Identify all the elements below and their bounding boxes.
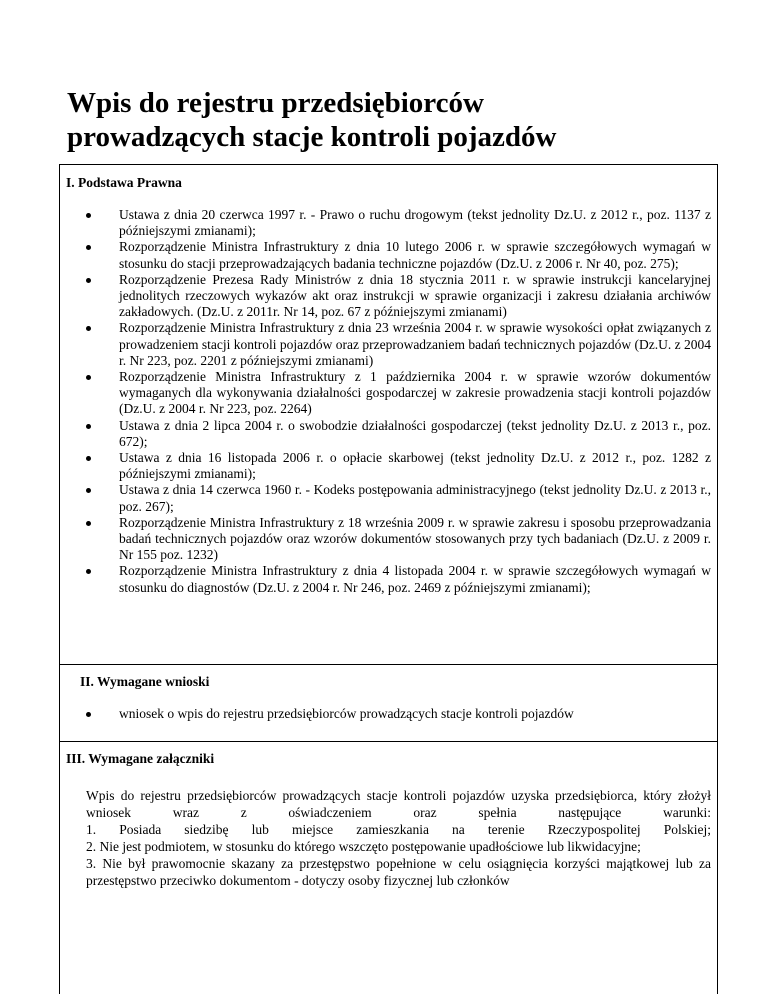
list-item-text: Ustawa z dnia 14 czerwca 1960 r. - Kodeks postępowania administracyjnego (tekst jednolity Dz.U. z 2013 r., poz. 267); <box>119 482 711 514</box>
bullet-icon <box>86 326 91 331</box>
bullet-icon <box>86 375 91 380</box>
list-item-text: Rozporządzenie Ministra Infrastruktury z 18 września 2009 r. w sprawie zakresu i sposobu przeprowadzania badań technicznych pojazdów oraz wzorów dokumentów stosowanych przy tych badaniach (Dz.U. z 2009 r. Nr 155 poz. 1232) <box>119 514 711 563</box>
section-required-attachments <box>60 741 717 1001</box>
bullet-icon <box>86 245 91 250</box>
bullet-icon <box>86 424 91 429</box>
condition-item: 3. Nie był prawomocnie skazany za przestępstwo popełnione w celu osiągnięcia korzyści majątkowej lub za przestępstwo przeciwko dokumentom - dotyczy osoby fizycznej lub członków <box>86 856 711 888</box>
bullet-icon <box>86 213 91 218</box>
section-heading-required-attachments: III. Wymagane załączniki <box>66 751 215 766</box>
required-applications-list <box>84 706 711 722</box>
bullet-icon <box>86 488 91 493</box>
attachments-body <box>86 787 711 889</box>
page-title-line-1: Wpis do rejestru przedsiębiorców <box>67 87 484 119</box>
list-item-text: Ustawa z dnia 2 lipca 2004 r. o swobodzie działalności gospodarczej (tekst jednolity Dz.U. z 2013 r., poz. 672); <box>119 417 711 449</box>
list-item <box>84 418 711 450</box>
list-item <box>84 706 711 722</box>
list-item <box>84 320 711 369</box>
list-item-text: Ustawa z dnia 20 czerwca 1997 r. - Prawo o ruchu drogowym (tekst jednolity Dz.U. z 2012 r., poz. 1137 z późniejszymi zmianami); <box>119 207 711 239</box>
document-table <box>59 164 718 994</box>
list-item-text: Rozporządzenie Ministra Infrastruktury z dnia 23 września 2004 r. w sprawie wysokości opłat związanych z prowadzeniem stacji kontroli pojazdów oraz przeprowadzaniem badań technicznych pojazdów (Dz.U. z 2004 r. Nr 223, poz. 2201 z późniejszymi zmianami) <box>119 320 711 368</box>
bullet-icon <box>86 712 91 717</box>
section-heading-required-applications: II. Wymagane wnioski <box>80 674 210 689</box>
section-heading-legal-basis: I. Podstawa Prawna <box>66 175 182 190</box>
bullet-icon <box>86 521 91 526</box>
bullet-icon <box>86 569 91 574</box>
section-legal-basis <box>60 165 717 665</box>
list-item <box>84 563 711 595</box>
condition-item: 2. Nie jest podmiotem, w stosunku do którego wszczęto postępowanie upadłościowe lub likwidacyjne; <box>86 839 641 854</box>
list-item-text: Rozporządzenie Prezesa Rady Ministrów z dnia 18 stycznia 2011 r. w sprawie instrukcji kancelaryjnej jednolitych rzeczowych wykazów akt oraz instrukcji w sprawie organizacji i zakresu działania archiwów zakładowych. (Dz.U. z 2011r. Nr 14, poz. 67 z późniejszymi zmianami) <box>119 271 711 320</box>
list-item-text: Rozporządzenie Ministra Infrastruktury z dnia 10 lutego 2006 r. w sprawie szczegółowych wymagań w stosunku do stacji przeprowadzających badania techniczne pojazdów (Dz.U. z 2006 r. Nr 40, poz. 275); <box>119 239 711 271</box>
list-item <box>84 482 711 514</box>
section-required-applications <box>60 664 717 742</box>
list-item <box>84 239 711 271</box>
list-item-text: Ustawa z dnia 16 listopada 2006 r. o opłacie skarbowej (tekst jednolity Dz.U. z 2012 r., poz. 1282 z późniejszymi zmianami); <box>119 450 711 482</box>
page-title <box>67 86 707 154</box>
bullet-icon <box>86 456 91 461</box>
bullet-icon <box>86 278 91 283</box>
attachments-intro: Wpis do rejestru przedsiębiorców prowadzących stacje kontroli pojazdów uzyska przedsiębiorca, który złożył wniosek wraz z oświadczeniem oraz spełnia następujące warunki: <box>86 788 711 820</box>
list-item <box>84 515 711 564</box>
list-item <box>84 272 711 321</box>
list-item <box>84 369 711 418</box>
list-item-text: Rozporządzenie Ministra Infrastruktury z 1 października 2004 r. w sprawie wzorów dokumentów wymaganych dla wykonywania działalności gospodarczej w zakresie prowadzenia stacji kontroli pojazdów (Dz.U. z 2004 r. Nr 223, poz. 2264) <box>119 369 711 417</box>
list-item <box>84 450 711 482</box>
legal-basis-list <box>84 207 711 596</box>
list-item-text: Rozporządzenie Ministra Infrastruktury z dnia 4 listopada 2004 r. w sprawie szczegółowych wymagań w stosunku do diagnostów (Dz.U. z 2004 r. Nr 246, poz. 2469 z późniejszymi zmianami); <box>119 563 711 595</box>
list-item <box>84 207 711 239</box>
condition-item: 1. Posiada siedzibę lub miejsce zamieszkania na terenie Rzeczypospolitej Polskiej; <box>86 822 711 837</box>
list-item-text: wniosek o wpis do rejestru przedsiębiorców prowadzących stacje kontroli pojazdów <box>119 706 574 721</box>
page-title-line-2: prowadzących stacje kontroli pojazdów <box>67 121 557 153</box>
